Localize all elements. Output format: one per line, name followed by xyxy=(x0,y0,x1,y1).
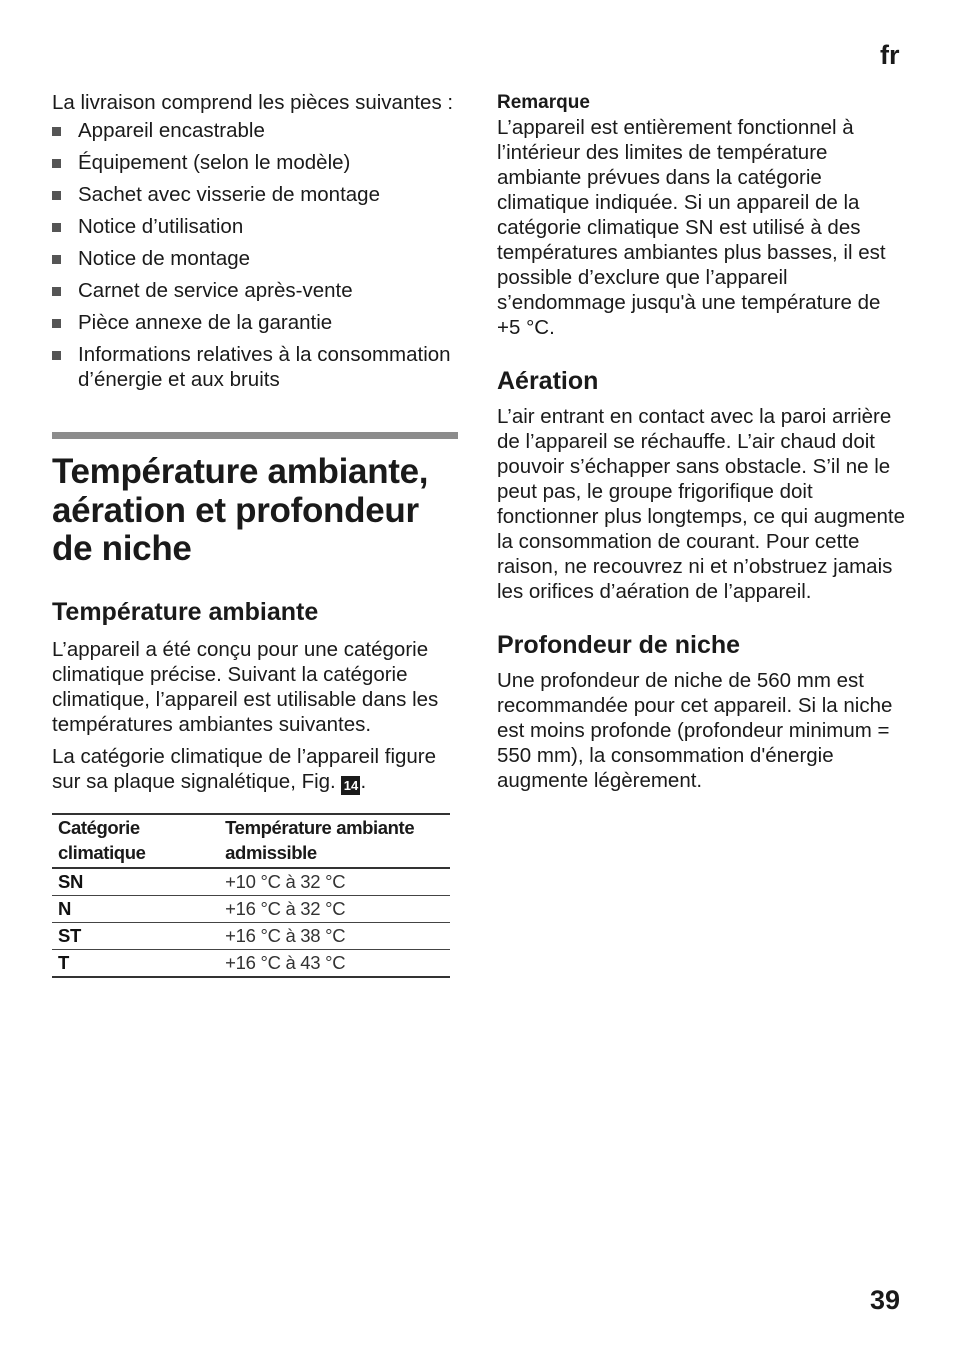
remark-label: Remarque xyxy=(497,92,590,113)
table-cell-range: +10 °C à 32 °C xyxy=(219,868,450,896)
language-marker: fr xyxy=(880,40,900,70)
bullet-square-icon xyxy=(52,319,61,328)
table-header-category: Catégorie climatique xyxy=(52,814,219,868)
table-cell-category: T xyxy=(52,949,219,977)
climate-class-table xyxy=(52,813,450,978)
list-item: Carnet de service après-vente xyxy=(52,278,460,303)
chapter-divider xyxy=(52,432,458,439)
table-cell-range: +16 °C à 32 °C xyxy=(219,895,450,922)
bullet-square-icon xyxy=(52,255,61,264)
table-cell-range: +16 °C à 43 °C xyxy=(219,949,450,977)
table-cell-range: +16 °C à 38 °C xyxy=(219,922,450,949)
left-column xyxy=(52,90,460,978)
aeration-text: L’air entrant en contact avec la paroi arrière de l’appareil se réchauffe. L’air chaud doit pouvoir s’échapper sans obstacle. S’il ne le peut pas, le groupe frigorifique doit fonctionner plus longtemps, ce qui augmente la consommation de courant. Pour cette raison, ne recouvrez ni et n’obstruez jamais les orifices d’aération de l’appareil. xyxy=(497,405,905,603)
table-row xyxy=(52,895,450,922)
list-item: Pièce annexe de la garantie xyxy=(52,310,460,335)
list-item: Informations relatives à la consommation d’énergie et aux bruits xyxy=(52,342,460,392)
figure-reference-badge: 14 xyxy=(341,776,360,795)
list-item: Sachet avec visserie de montage xyxy=(52,182,460,207)
table-header-temperature: Température ambiante admissible xyxy=(219,814,450,868)
table-cell-category: ST xyxy=(52,922,219,949)
bullet-square-icon xyxy=(52,191,61,200)
bullet-square-icon xyxy=(52,223,61,232)
delivery-intro: La livraison comprend les pièces suivantes : xyxy=(52,91,454,114)
table-cell-category: N xyxy=(52,895,219,922)
table-cell-category: SN xyxy=(52,868,219,896)
bullet-square-icon xyxy=(52,159,61,168)
chapter-title: Température ambiante, aération et profondeur de niche xyxy=(52,452,429,568)
niche-depth-text: Une profondeur de niche de 560 mm est recommandée pour cet appareil. Si la niche est moins profonde (profondeur minimum = 550 mm), la consommation d'énergie augmente légèrement. xyxy=(497,669,893,792)
page-number: 39 xyxy=(870,1285,901,1315)
temperature-paragraph: L’appareil a été conçu pour une catégorie climatique précise. Suivant la catégorie climatique, l’appareil est utilisable dans les températures ambiantes suivantes. xyxy=(52,637,439,736)
bullet-square-icon xyxy=(52,351,61,360)
list-item: Appareil encastrable xyxy=(52,118,460,143)
list-item: Notice d’utilisation xyxy=(52,214,460,239)
section-title-niche-depth: Profondeur de niche xyxy=(497,631,741,659)
table-row xyxy=(52,922,450,949)
list-item: Équipement (selon le modèle) xyxy=(52,150,460,175)
remark-text: L’appareil est entièrement fonctionnel à l’intérieur des limites de température ambiante prévues dans la catégorie climatique indiquée. Si un appareil de la catégorie climatique SN est utilisé à des températures ambiantes plus basses, il est possible d’exclure que l’appareil s’endommage jusqu'à une température de +5 °C. xyxy=(497,116,886,339)
bullet-square-icon xyxy=(52,127,61,136)
section-title-aeration: Aération xyxy=(497,367,599,395)
section-title-temperature: Température ambiante xyxy=(52,597,319,626)
bullet-square-icon xyxy=(52,287,61,296)
list-item: Notice de montage xyxy=(52,246,460,271)
right-column xyxy=(497,90,907,793)
table-row xyxy=(52,868,450,896)
climate-class-paragraph: La catégorie climatique de l’appareil figure sur sa plaque signalétique, Fig. 14 . xyxy=(52,744,437,793)
table-row xyxy=(52,949,450,977)
delivery-list xyxy=(52,118,460,392)
